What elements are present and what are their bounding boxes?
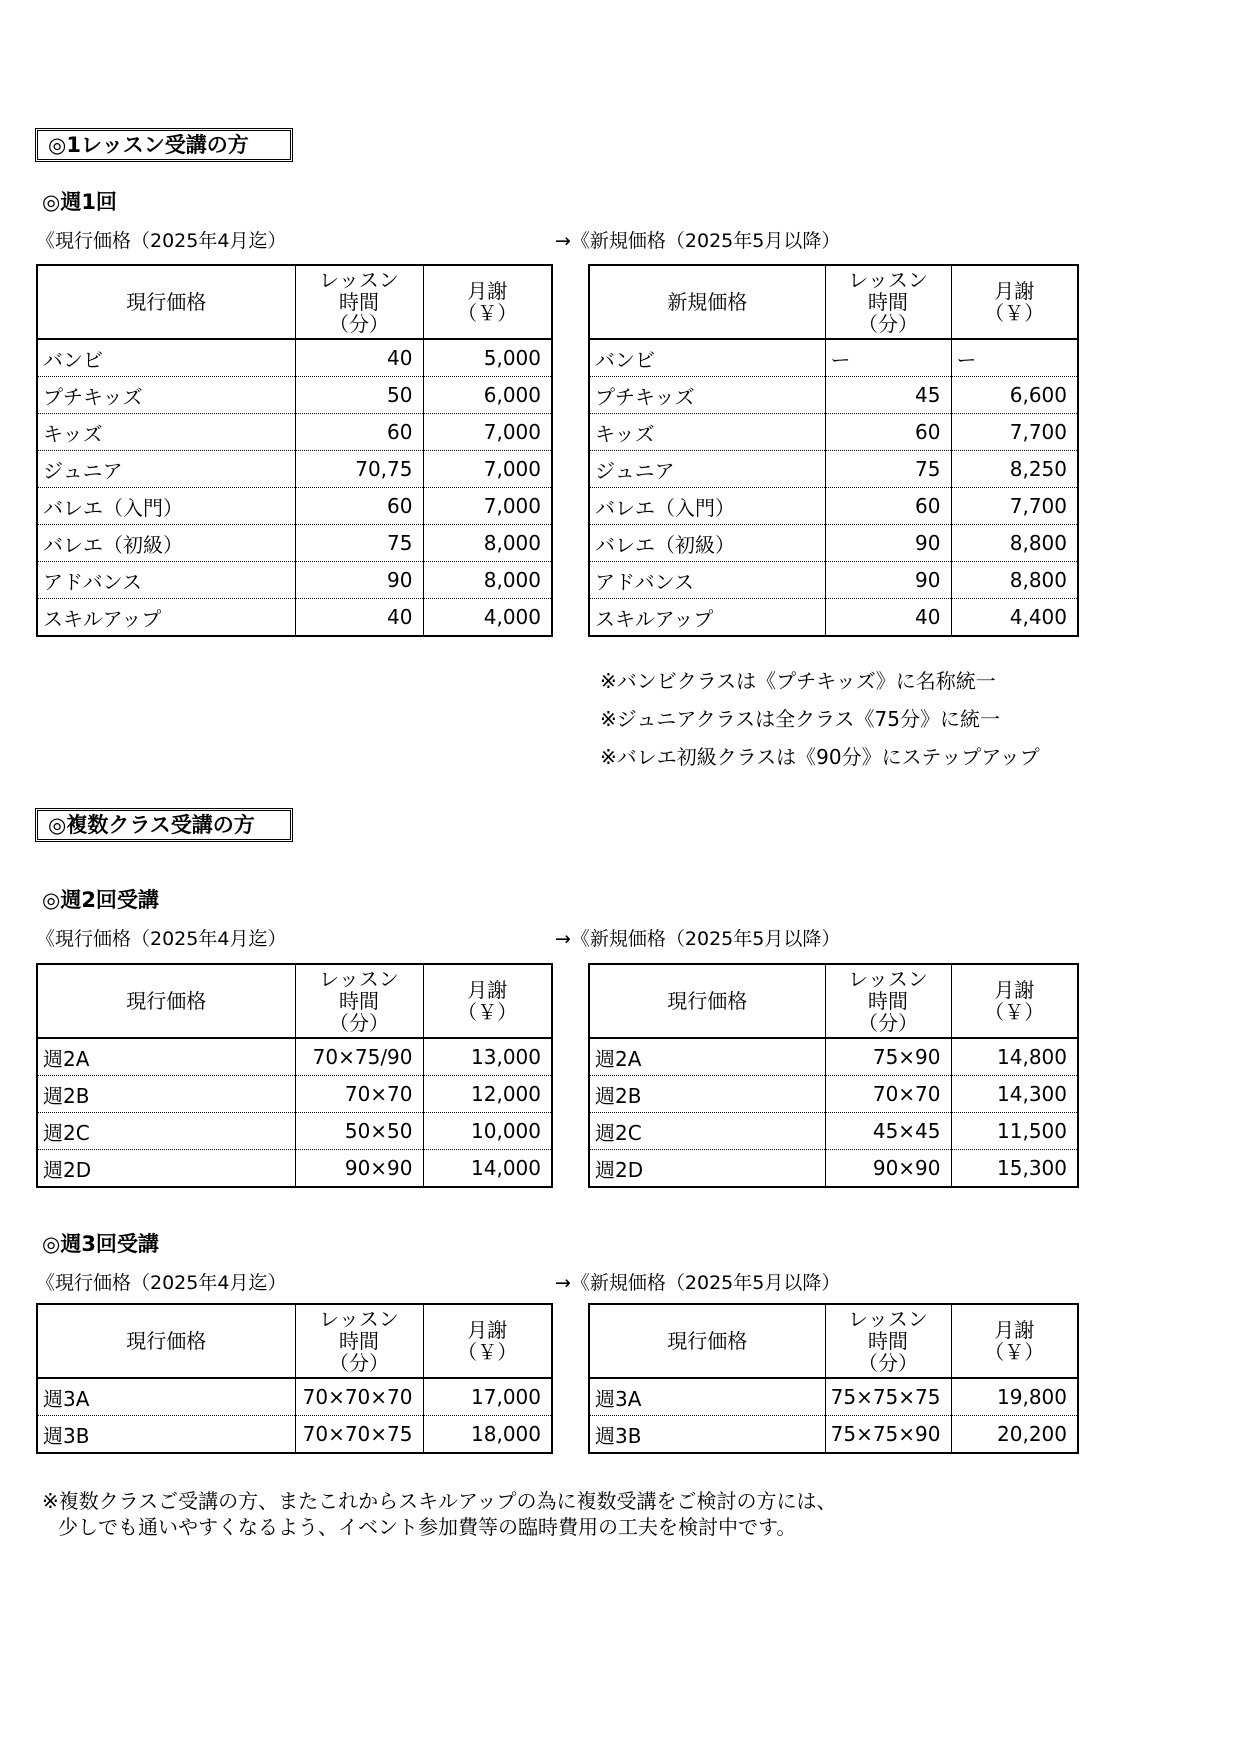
- cell-monthly-fee: 10,000: [423, 1113, 552, 1150]
- cell-lesson-minutes: 75: [295, 525, 423, 562]
- current-price-table-w3: [36, 1303, 553, 1454]
- table-row: [37, 488, 552, 525]
- cell-class-name: スキルアップ: [589, 599, 825, 637]
- header-lesson-time-line: レッスン: [848, 268, 928, 292]
- table-header-row: [37, 1304, 552, 1378]
- cell-monthly-fee: 14,000: [423, 1150, 552, 1188]
- table-row: [37, 1378, 552, 1416]
- header-lesson-time-line: 時間: [868, 290, 908, 314]
- note-junior: ※ジュニアクラスは全クラス《75分》に統一: [600, 707, 1001, 731]
- footer-note-line-2: 少しでも通いやすくなるよう、イベント参加費等の臨時費用の工夫を検討中です。: [58, 1515, 797, 1539]
- cell-class-name: ジュニア: [37, 451, 295, 488]
- cell-class-name: バレエ（入門）: [37, 488, 295, 525]
- table-row: [37, 451, 552, 488]
- header-monthly-fee-line: （￥）: [984, 1000, 1045, 1024]
- cell-class-name: 週2C: [589, 1113, 825, 1150]
- header-lesson-time-line: 時間: [339, 989, 379, 1013]
- table-row: [37, 1076, 552, 1113]
- header-lesson-time-line: 時間: [339, 1329, 379, 1353]
- table-row: [37, 339, 552, 377]
- header-monthly-fee-line: 月謝: [467, 978, 508, 1002]
- table-row: [589, 562, 1078, 599]
- header-monthly-fee-line: （￥）: [457, 301, 518, 325]
- section-title-multiple-classes: ◎複数クラス受講の方: [35, 808, 293, 842]
- cell-monthly-fee: 8,000: [423, 562, 552, 599]
- header-class: 現行価格: [37, 265, 295, 339]
- cell-monthly-fee: 14,800: [951, 1038, 1078, 1076]
- header-lesson-time-line: レッスン: [319, 967, 399, 991]
- current-price-caption-w2: 《現行価格（2025年4月迄）: [36, 928, 287, 950]
- cell-class-name: 週2D: [589, 1150, 825, 1188]
- cell-lesson-minutes: 70×70×70: [295, 1378, 423, 1416]
- table-header-row: [37, 964, 552, 1038]
- cell-monthly-fee: 8,000: [423, 525, 552, 562]
- cell-lesson-minutes: 60: [825, 488, 951, 525]
- header-monthly-fee-line: 月謝: [994, 978, 1035, 1002]
- header-lesson-time: [295, 265, 423, 339]
- header-class: 現行価格: [589, 1304, 825, 1378]
- table-row: [589, 377, 1078, 414]
- table-row: [589, 1378, 1078, 1416]
- table-row: [589, 414, 1078, 451]
- cell-monthly-fee: 5,000: [423, 339, 552, 377]
- cell-monthly-fee: 7,000: [423, 451, 552, 488]
- header-monthly-fee-line: 月謝: [994, 279, 1035, 303]
- cell-lesson-minutes: 75×75×90: [825, 1416, 951, 1454]
- cell-class-name: 週2D: [37, 1150, 295, 1188]
- cell-monthly-fee: 8,250: [951, 451, 1078, 488]
- cell-class-name: 週3A: [37, 1378, 295, 1416]
- cell-class-name: バレエ（初級）: [589, 525, 825, 562]
- section-title-single-lesson: ◎1レッスン受講の方: [35, 128, 293, 162]
- header-lesson-time-line: （分）: [329, 1011, 389, 1035]
- cell-class-name: ジュニア: [589, 451, 825, 488]
- cell-lesson-minutes: 75: [825, 451, 951, 488]
- header-lesson-time-line: （分）: [858, 1351, 918, 1375]
- header-lesson-time-line: （分）: [858, 1011, 918, 1035]
- new-price-table-w1: [588, 264, 1079, 637]
- cell-class-name: キッズ: [37, 414, 295, 451]
- table-row: [37, 377, 552, 414]
- table-row: [589, 599, 1078, 637]
- header-class: 新規価格: [589, 265, 825, 339]
- cell-monthly-fee: 14,300: [951, 1076, 1078, 1113]
- table-header-row: [589, 1304, 1078, 1378]
- cell-lesson-minutes: 50: [295, 377, 423, 414]
- table-row: [589, 525, 1078, 562]
- cell-class-name: 週2B: [589, 1076, 825, 1113]
- table-row: [589, 1150, 1078, 1188]
- new-price-table-w3: [588, 1303, 1079, 1454]
- header-lesson-time-line: レッスン: [848, 967, 928, 991]
- cell-lesson-minutes: 90: [825, 562, 951, 599]
- cell-monthly-fee: 12,000: [423, 1076, 552, 1113]
- header-monthly-fee-line: （￥）: [457, 1340, 518, 1364]
- cell-class-name: バレエ（入門）: [589, 488, 825, 525]
- table-row: [37, 414, 552, 451]
- cell-class-name: スキルアップ: [37, 599, 295, 637]
- cell-class-name: 週3B: [589, 1416, 825, 1454]
- table-header-row: [589, 265, 1078, 339]
- new-price-caption-w2: →《新規価格（2025年5月以降）: [555, 928, 841, 950]
- cell-lesson-minutes: 90×90: [295, 1150, 423, 1188]
- table-row: [37, 1038, 552, 1076]
- cell-lesson-minutes: 60: [295, 488, 423, 525]
- table-row: [37, 1113, 552, 1150]
- header-lesson-time: [295, 964, 423, 1038]
- cell-lesson-minutes: 70×75/90: [295, 1038, 423, 1076]
- header-lesson-time-line: 時間: [339, 290, 379, 314]
- header-lesson-time-line: レッスン: [319, 268, 399, 292]
- cell-monthly-fee: ー: [951, 339, 1078, 377]
- cell-monthly-fee: 19,800: [951, 1378, 1078, 1416]
- cell-class-name: 週2A: [589, 1038, 825, 1076]
- cell-lesson-minutes: 45×45: [825, 1113, 951, 1150]
- header-lesson-time: [825, 265, 951, 339]
- cell-class-name: アドバンス: [589, 562, 825, 599]
- cell-lesson-minutes: 40: [295, 599, 423, 637]
- header-lesson-time-line: （分）: [329, 1351, 389, 1375]
- cell-monthly-fee: 6,600: [951, 377, 1078, 414]
- cell-lesson-minutes: 75×90: [825, 1038, 951, 1076]
- header-monthly-fee: [951, 1304, 1078, 1378]
- header-lesson-time-line: （分）: [329, 312, 389, 336]
- cell-lesson-minutes: 60: [825, 414, 951, 451]
- header-class: 現行価格: [37, 1304, 295, 1378]
- cell-monthly-fee: 11,500: [951, 1113, 1078, 1150]
- header-monthly-fee: [423, 1304, 552, 1378]
- header-monthly-fee: [951, 265, 1078, 339]
- header-monthly-fee-line: 月謝: [467, 1318, 508, 1342]
- heading-weekly-1: ◎週1回: [42, 190, 117, 214]
- heading-weekly-2: ◎週2回受講: [42, 888, 159, 912]
- cell-class-name: 週2A: [37, 1038, 295, 1076]
- table-row: [37, 1416, 552, 1454]
- cell-class-name: 週2B: [37, 1076, 295, 1113]
- new-price-table-w2: [588, 963, 1079, 1188]
- table-row: [37, 562, 552, 599]
- cell-monthly-fee: 4,400: [951, 599, 1078, 637]
- cell-monthly-fee: 13,000: [423, 1038, 552, 1076]
- cell-lesson-minutes: 70×70×75: [295, 1416, 423, 1454]
- table-header-row: [589, 964, 1078, 1038]
- cell-monthly-fee: 7,700: [951, 414, 1078, 451]
- cell-monthly-fee: 20,200: [951, 1416, 1078, 1454]
- header-lesson-time: [825, 964, 951, 1038]
- heading-weekly-3: ◎週3回受講: [42, 1232, 159, 1256]
- header-lesson-time: [295, 1304, 423, 1378]
- header-monthly-fee: [951, 964, 1078, 1038]
- header-monthly-fee-line: 月謝: [467, 279, 508, 303]
- cell-lesson-minutes: 70×70: [825, 1076, 951, 1113]
- cell-monthly-fee: 8,800: [951, 525, 1078, 562]
- cell-lesson-minutes: ー: [825, 339, 951, 377]
- table-row: [37, 1150, 552, 1188]
- cell-monthly-fee: 7,700: [951, 488, 1078, 525]
- cell-lesson-minutes: 60: [295, 414, 423, 451]
- cell-lesson-minutes: 90×90: [825, 1150, 951, 1188]
- cell-class-name: バンビ: [37, 339, 295, 377]
- header-lesson-time-line: レッスン: [848, 1307, 928, 1331]
- cell-class-name: キッズ: [589, 414, 825, 451]
- cell-monthly-fee: 7,000: [423, 414, 552, 451]
- cell-lesson-minutes: 90: [825, 525, 951, 562]
- header-class: 現行価格: [589, 964, 825, 1038]
- table-header-row: [37, 265, 552, 339]
- table-row: [589, 488, 1078, 525]
- header-lesson-time-line: 時間: [868, 989, 908, 1013]
- header-monthly-fee-line: （￥）: [457, 1000, 518, 1024]
- table-row: [37, 599, 552, 637]
- cell-lesson-minutes: 40: [295, 339, 423, 377]
- cell-class-name: アドバンス: [37, 562, 295, 599]
- new-price-caption-w1: →《新規価格（2025年5月以降）: [555, 230, 841, 252]
- footer-note: [42, 1488, 837, 1540]
- header-monthly-fee-line: 月謝: [994, 1318, 1035, 1342]
- cell-lesson-minutes: 75×75×75: [825, 1378, 951, 1416]
- header-monthly-fee: [423, 964, 552, 1038]
- cell-class-name: プチキッズ: [37, 377, 295, 414]
- note-bambi: ※バンビクラスは《プチキッズ》に名称統一: [600, 669, 996, 693]
- cell-class-name: 週3B: [37, 1416, 295, 1454]
- table-row: [37, 525, 552, 562]
- cell-monthly-fee: 15,300: [951, 1150, 1078, 1188]
- cell-lesson-minutes: 70,75: [295, 451, 423, 488]
- cell-lesson-minutes: 45: [825, 377, 951, 414]
- cell-class-name: 週3A: [589, 1378, 825, 1416]
- current-price-table-w2: [36, 963, 553, 1188]
- cell-monthly-fee: 8,800: [951, 562, 1078, 599]
- cell-monthly-fee: 7,000: [423, 488, 552, 525]
- header-class: 現行価格: [37, 964, 295, 1038]
- cell-monthly-fee: 6,000: [423, 377, 552, 414]
- current-price-table-w1: [36, 264, 553, 637]
- header-lesson-time: [825, 1304, 951, 1378]
- header-lesson-time-line: レッスン: [319, 1307, 399, 1331]
- header-lesson-time-line: （分）: [858, 312, 918, 336]
- table-row: [589, 1416, 1078, 1454]
- current-price-caption-w3: 《現行価格（2025年4月迄）: [36, 1272, 287, 1294]
- footer-note-line-1: ※複数クラスご受講の方、またこれからスキルアップの為に複数受講をご検討の方には、: [42, 1489, 837, 1513]
- header-monthly-fee-line: （￥）: [984, 301, 1045, 325]
- cell-class-name: 週2C: [37, 1113, 295, 1150]
- table-row: [589, 1113, 1078, 1150]
- header-lesson-time-line: 時間: [868, 1329, 908, 1353]
- cell-monthly-fee: 18,000: [423, 1416, 552, 1454]
- new-price-caption-w3: →《新規価格（2025年5月以降）: [555, 1272, 841, 1294]
- cell-class-name: プチキッズ: [589, 377, 825, 414]
- table-row: [589, 1038, 1078, 1076]
- cell-class-name: バレエ（初級）: [37, 525, 295, 562]
- table-row: [589, 1076, 1078, 1113]
- header-monthly-fee: [423, 265, 552, 339]
- cell-lesson-minutes: 40: [825, 599, 951, 637]
- current-price-caption-w1: 《現行価格（2025年4月迄）: [36, 230, 287, 252]
- cell-lesson-minutes: 70×70: [295, 1076, 423, 1113]
- cell-monthly-fee: 4,000: [423, 599, 552, 637]
- cell-lesson-minutes: 90: [295, 562, 423, 599]
- cell-class-name: バンビ: [589, 339, 825, 377]
- note-ballet-beginner: ※バレエ初級クラスは《90分》にステップアップ: [600, 745, 1040, 769]
- header-monthly-fee-line: （￥）: [984, 1340, 1045, 1364]
- cell-lesson-minutes: 50×50: [295, 1113, 423, 1150]
- table-row: [589, 339, 1078, 377]
- table-row: [589, 451, 1078, 488]
- cell-monthly-fee: 17,000: [423, 1378, 552, 1416]
